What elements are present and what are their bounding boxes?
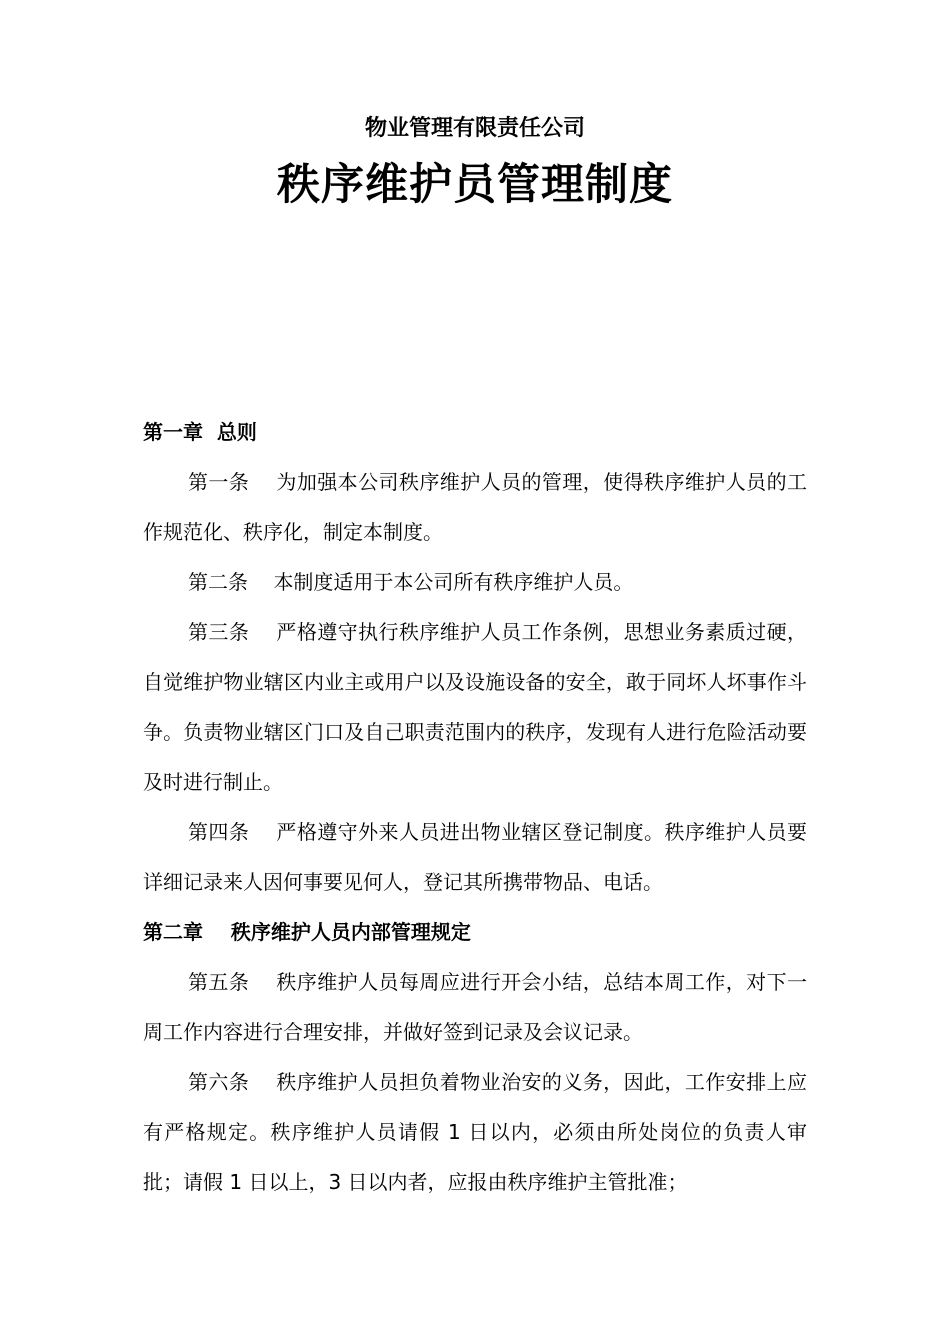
- article-3: [143, 607, 807, 807]
- article-4: [143, 807, 807, 907]
- article-number: 第四条: [188, 820, 250, 844]
- article-5: [143, 957, 807, 1057]
- document-body: [143, 407, 807, 1207]
- chapter-heading: 第二章 秩序维护人员内部管理规定: [143, 920, 471, 944]
- article-text: 严格遵守执行秩序维护人员工作条例，思想业务素质过硬，自觉维护物业辖区内业主或用户以及设施设备的安全，敢于同坏人坏事作斗争。负责物业辖区门口及自己职责范围内的秩序，发现有人进行危险活动要及时进行制止。: [143, 620, 808, 794]
- article-2: [143, 557, 807, 607]
- chapter-heading: 第一章 总则: [143, 420, 257, 444]
- article-number: 第一条: [188, 470, 250, 494]
- article-text: 本制度适用于本公司所有秩序维护人员。: [273, 570, 634, 594]
- article-number: 第五条: [188, 970, 250, 994]
- company-name: 物业管理有限责任公司: [364, 116, 585, 141]
- article-text: 严格遵守外来人员进出物业辖区登记制度。秩序维护人员要详细记录来人因何事要见何人，登记其所携带物品、电话。: [143, 820, 808, 894]
- article-number: 第六条: [188, 1070, 250, 1094]
- article-1: [143, 457, 807, 557]
- document-title: 秩序维护员管理制度: [277, 160, 673, 210]
- article-text: 为加强本公司秩序维护人员的管理，使得秩序维护人员的工作规范化、秩序化，制定本制度。: [143, 470, 808, 544]
- article-text: 秩序维护人员担负着物业治安的义务，因此，工作安排上应有严格规定。秩序维护人员请假 1 日以内，必须由所处岗位的负责人审批；请假 1 日以上，3 日以内者，应报由秩序维护主管批准；: [143, 1070, 808, 1194]
- article-number: 第二条: [188, 570, 248, 594]
- article-text: 秩序维护人员每周应进行开会小结，总结本周工作，对下一周工作内容进行合理安排，并做好签到记录及会议记录。: [143, 970, 808, 1044]
- article-6: [143, 1057, 807, 1207]
- article-number: 第三条: [188, 620, 250, 644]
